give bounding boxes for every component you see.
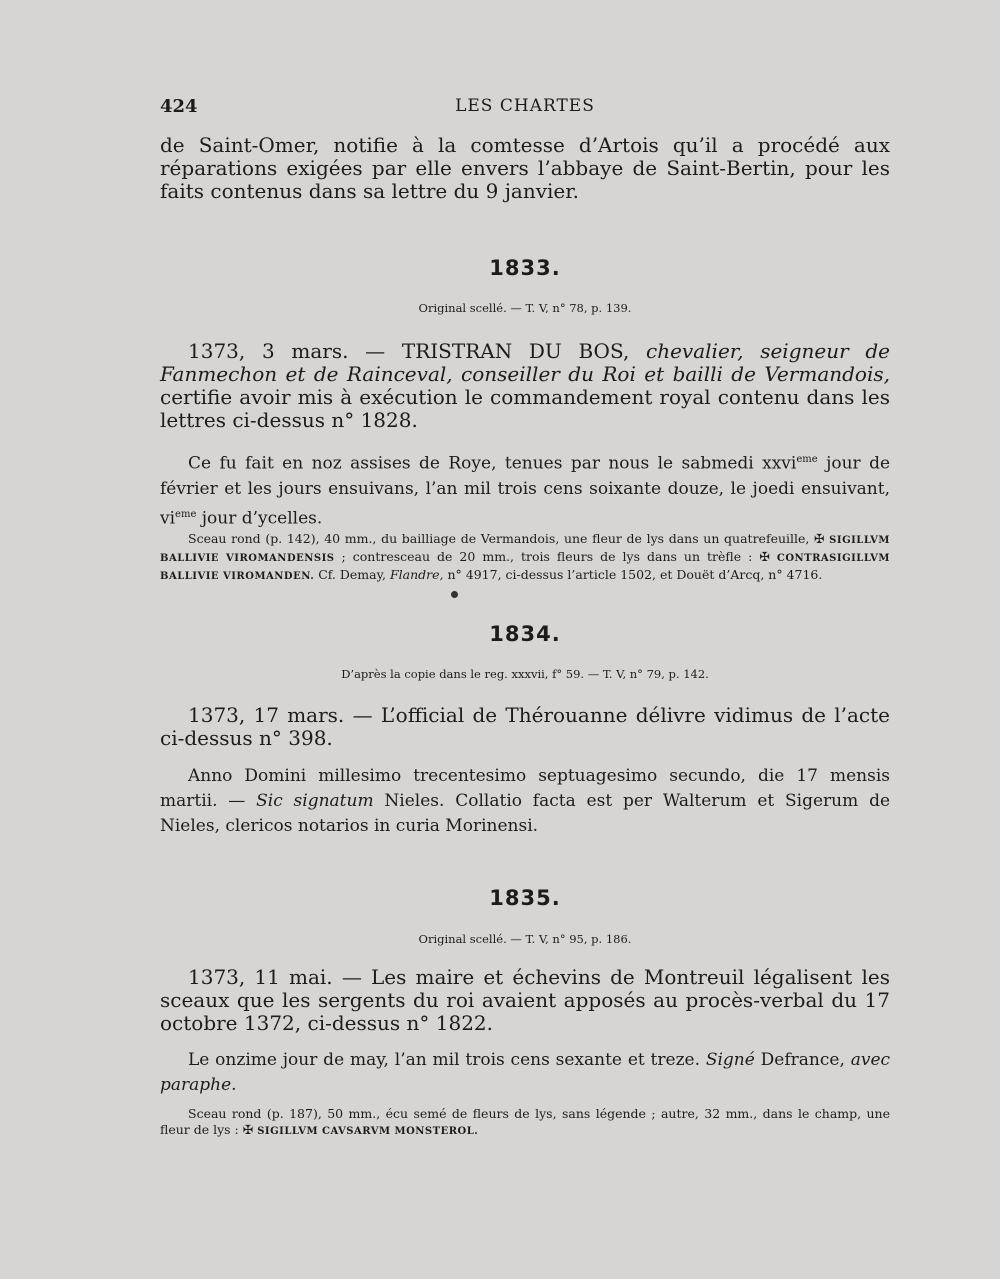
entry-summary-text: — L’official de Thérouanne délivre vidimus de l’acte ci-dessus n° 398.: [160, 703, 890, 750]
entry-source: Original scellé. — T. V, n° 78, p. 139.: [418, 301, 632, 315]
superscript: eme: [796, 454, 818, 465]
seal-italic: Flandre,: [389, 567, 444, 582]
seal-legend: SIGILLVM BALLIVIE VIROMANDENSIS: [160, 535, 890, 564]
seal-text: n° 4917, ci-dessus l’article 1502, et Douët d’Arcq, n° 4716.: [447, 567, 823, 582]
entry-source: Original scellé. — T. V, n° 95, p. 186.: [418, 932, 632, 946]
entry-text-part: Ce fu fait en noz assises de Roye, tenues par nous le sabmedi xxvi: [188, 453, 797, 474]
entry-number: 1834.: [489, 622, 561, 646]
entry-summary: [160, 340, 890, 432]
entry-text: [160, 764, 890, 839]
entry-text-part: Le onzime jour de may, l’an mil trois cens sexante et treze.: [188, 1050, 700, 1070]
entry-number: 1835.: [489, 886, 561, 910]
entry-date: 1373, 17 mars.: [188, 703, 345, 727]
seal-text: Sceau rond (p. 187), 50 mm., écu semé de fleurs de lys, sans légende ; autre, 32 mm., dans le champ, une fleur de lys : ✠: [160, 1106, 890, 1137]
entry-date: 1373, 11 mai.: [188, 965, 333, 989]
page-number: 424: [160, 96, 198, 117]
superscript: eme: [175, 508, 197, 520]
intro-paragraph: de Saint-Omer, notifie à la comtesse d’Artois qu’il a procédé aux réparations exigées par elle envers l’abbaye de Saint-Bertin, pour les faits contenus dans sa lettre du 9 janvier.: [160, 133, 890, 203]
entry-author-title: chevalier, seigneur de Fanmechon et de Rainceval, conseiller du Roi et bailli de Vermandois,: [160, 339, 891, 386]
entry-text-part: Defrance,: [760, 1050, 845, 1070]
entry-text: [160, 447, 890, 531]
seal-text: ; contresceau de 20 mm., trois fleurs de lys dans un trèfle : ✠: [341, 549, 770, 564]
entry-summary: [160, 704, 890, 750]
entry-author: — TRISTRAN DU BOS,: [365, 339, 630, 363]
entry-text-part: Nieles. Collatio facta est per Walterum et Sigerum de Nieles, clericos notarios in curia Morinensi.: [160, 791, 891, 836]
entry-summary-text: — Les maire et échevins de Montreuil légalisent les sceaux que les sergents du roi avaient apposés au procès-verbal du 17 octobre 1372, ci-dessus n° 1822.: [160, 965, 890, 1035]
ink-spot: [451, 591, 458, 598]
entry-source: D’après la copie dans le reg. xxxvii, f° 59. — T. V, n° 79, p. 142.: [341, 667, 709, 681]
entry-text-italic: Signé: [705, 1050, 755, 1070]
page-header: [160, 96, 890, 122]
seal-text: Sceau rond (p. 142), 40 mm., du bailliage de Vermandois, une fleur de lys dans un quatrefeuille, ✠: [188, 531, 825, 546]
running-title: LES CHARTES: [455, 96, 595, 116]
entry-text-italic: Sic signatum: [256, 791, 374, 811]
seal-note: [160, 1106, 890, 1140]
seal-legend: SIGILLVM CAVSARVM MONSTEROL.: [257, 1126, 479, 1137]
entry-text-part: jour d’ycelles.: [201, 508, 323, 529]
seal-note: [160, 531, 890, 585]
entry-summary-text: certifie avoir mis à exécution le commandement royal contenu dans les lettres ci-dessus n° 1828.: [160, 385, 890, 432]
entry-date: 1373, 3 mars.: [188, 339, 349, 363]
entry-text-part: jour de février et les jours ensuivans, l’an mil trois cens soixante douze, le joedi ensuivant, vi: [160, 453, 891, 529]
entry-summary: [160, 966, 890, 1035]
entry-text: [160, 1048, 890, 1098]
entry-text-part: Anno Domini millesimo trecentesimo septuagesimo secundo, die 17 mensis martii. —: [160, 766, 890, 811]
entry-number: 1833.: [489, 256, 561, 280]
entry-text-italic: avec paraphe.: [160, 1050, 891, 1095]
seal-text: Cf. Demay,: [318, 567, 386, 582]
seal-legend: CONTRASIGILLVM BALLIVIE VIROMANDEN.: [160, 553, 891, 582]
